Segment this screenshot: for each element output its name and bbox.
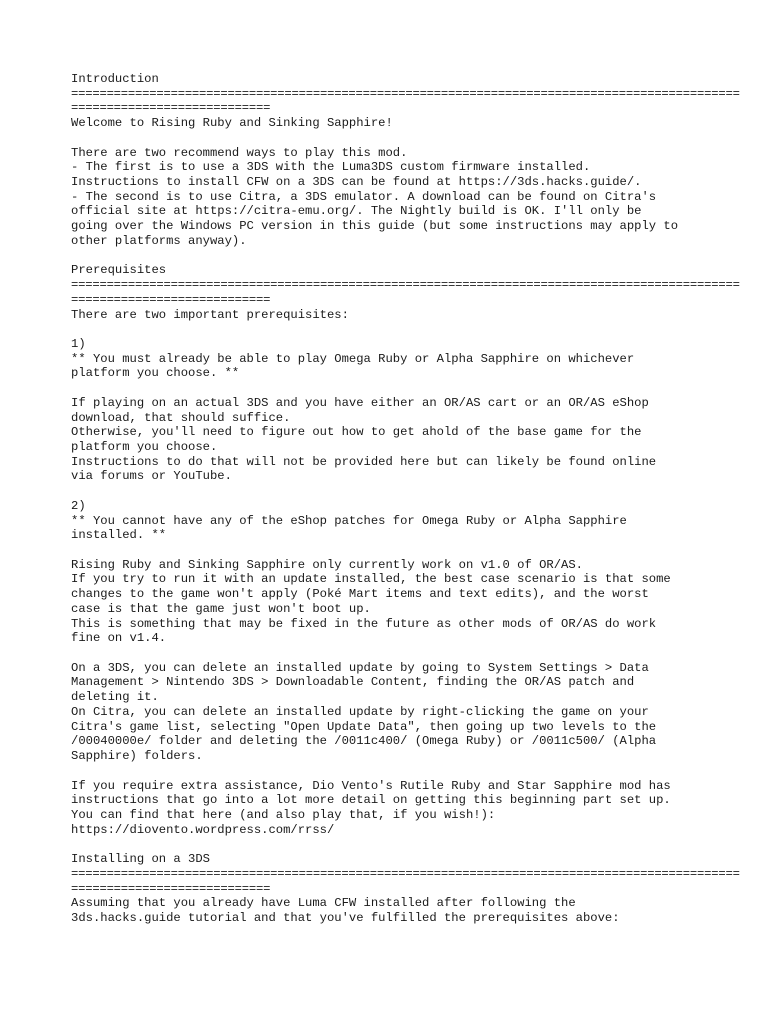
- text-line: Rising Ruby and Sinking Sapphire only currently work on v1.0 of OR/AS.: [71, 557, 583, 572]
- section-heading: Introduction: [71, 72, 159, 86]
- document-page: [71, 72, 740, 926]
- text-line: On a 3DS, you can delete an installed update by going to System Settings > Data: [71, 660, 649, 675]
- text-line: fine on v1.4.: [71, 631, 167, 646]
- text-line: Otherwise, you'll need to figure out how to get ahold of the base game for the: [71, 425, 642, 440]
- text-line: Assuming that you already have Luma CFW installed after following the: [71, 896, 576, 911]
- separator-line: ============================: [71, 881, 271, 896]
- separator-line: ==============================================================================================: [71, 866, 740, 881]
- text-line: deleting it.: [71, 690, 159, 705]
- text-line: - The second is to use Citra, a 3DS emulator. A download can be found on Citra's: [71, 189, 657, 204]
- text-line: You can find that here (and also play that, if you wish!):: [71, 807, 496, 822]
- text-line: ** You cannot have any of the eShop patches for Omega Ruby or Alpha Sapphire: [71, 513, 627, 528]
- section-heading: Installing on a 3DS: [71, 852, 210, 867]
- separator-line: ============================: [71, 292, 271, 307]
- text-line: Management > Nintendo 3DS > Downloadable Content, finding the OR/AS patch and: [71, 675, 635, 690]
- blank-line: [71, 381, 711, 396]
- text-line: - The first is to use a 3DS with the Luma3DS custom firmware installed.: [71, 160, 591, 175]
- text-line: installed. **: [71, 528, 167, 543]
- text-line: 1): [71, 336, 86, 351]
- blank-line: [71, 543, 711, 558]
- separator-line: ============================: [71, 101, 271, 116]
- blank-line: [71, 131, 711, 146]
- text-line: download, that should suffice.: [71, 410, 291, 425]
- text-line: On Citra, you can delete an installed update by right-clicking the game on your: [71, 704, 649, 719]
- blank-line: [71, 646, 711, 661]
- text-line: https://diovento.wordpress.com/rrss/: [71, 822, 335, 837]
- text-line: instructions that go into a lot more detail on getting this beginning part set up.: [71, 793, 671, 808]
- text-line: Sapphire) folders.: [71, 749, 203, 764]
- text-line: Citra's game list, selecting "Open Update Data", then going up two levels to the: [71, 719, 657, 734]
- text-line: There are two recommend ways to play this mod.: [71, 145, 408, 160]
- text-line: 3ds.hacks.guide tutorial and that you've fulfilled the prerequisites above:: [71, 910, 620, 925]
- text-line: via forums or YouTube.: [71, 469, 232, 484]
- text-line: Welcome to Rising Ruby and Sinking Sapphire!: [71, 116, 393, 131]
- text-line: If you try to run it with an update installed, the best case scenario is that some: [71, 572, 671, 587]
- separator-line: ==============================================================================================: [71, 278, 740, 293]
- text-line: If playing on an actual 3DS and you have either an OR/AS cart or an OR/AS eShop: [71, 395, 649, 410]
- text-line: ** You must already be able to play Omega Ruby or Alpha Sapphire on whichever: [71, 351, 635, 366]
- text-line: changes to the game won't apply (Poké Mart items and text edits), and the worst: [71, 587, 649, 602]
- text-line: This is something that may be fixed in the future as other mods of OR/AS do work: [71, 616, 657, 631]
- blank-line: [71, 322, 711, 337]
- text-line: /00040000e/ folder and deleting the /0011c400/ (Omega Ruby) or /0011c500/ (Alpha: [71, 734, 657, 749]
- text-line: going over the Windows PC version in this guide (but some instructions may apply to: [71, 219, 679, 234]
- text-line: official site at https://citra-emu.org/. The Nightly build is OK. I'll only be: [71, 204, 642, 219]
- blank-line: [71, 837, 711, 852]
- text-line: Instructions to install CFW on a 3DS can be found at https://3ds.hacks.guide/.: [71, 175, 642, 190]
- text-line: There are two important prerequisites:: [71, 307, 349, 322]
- text-line: Instructions to do that will not be provided here but can likely be found online: [71, 454, 657, 469]
- blank-line: [71, 764, 711, 779]
- separator-line: ==============================================================================================: [71, 86, 740, 101]
- text-line: platform you choose. **: [71, 366, 240, 381]
- text-line: platform you choose.: [71, 439, 218, 454]
- blank-line: [71, 249, 711, 264]
- section-heading: Prerequisites: [71, 263, 167, 278]
- blank-line: [71, 484, 711, 499]
- text-line: If you require extra assistance, Dio Vento's Rutile Ruby and Star Sapphire mod has: [71, 778, 671, 793]
- text-line: other platforms anyway).: [71, 233, 247, 248]
- text-line: 2): [71, 498, 86, 513]
- text-line: case is that the game just won't boot up.: [71, 601, 371, 616]
